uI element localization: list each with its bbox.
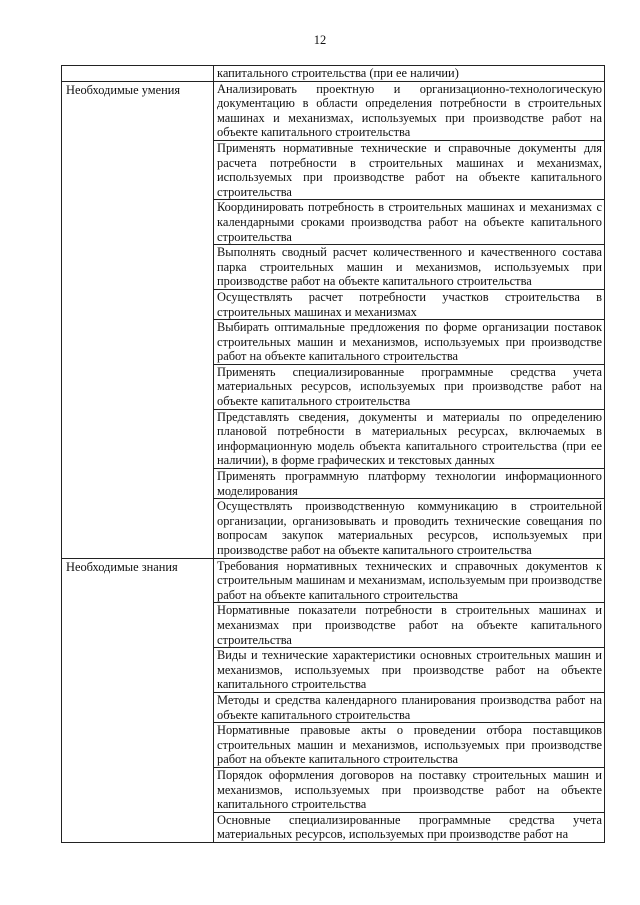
knowledge-item: Основные специализированные программные средства учета материальных ресурсов, используемых при производстве работ на	[214, 812, 605, 842]
skill-item: Применять программную платформу технологии информационного моделирования	[214, 469, 605, 499]
skill-item: Выполнять сводный расчет количественного и качественного состава парка строительных машин и механизмов, используемых при производстве работ на объекте капитального строительства	[214, 245, 605, 290]
empty-label-cell	[62, 66, 214, 82]
skill-item: Представлять сведения, документы и материалы по определению плановой потребности в материальных ресурсах, включаемых в информационную модель объекта капитального строительства (при ее наличии), в форме графических и текстовых данных	[214, 409, 605, 468]
continuation-cell: капитального строительства (при ее наличии)	[214, 66, 605, 82]
knowledge-item: Требования нормативных технических и справочных документов к строительным машинам и механизмам, используемым при производстве работ на объекте капитального строительства	[214, 558, 605, 603]
knowledge-item: Порядок оформления договоров на поставку строительных машин и механизмов, используемых при производстве работ на объекте капитального строительства	[214, 767, 605, 812]
skills-section-label: Необходимые умения	[62, 81, 214, 558]
table-row	[62, 66, 605, 82]
skill-item: Применять специализированные программные средства учета материальных ресурсов, используемых при производстве работ на объекте капитального строительства	[214, 364, 605, 409]
knowledge-item: Виды и технические характеристики основных строительных машин и механизмов, используемых при производстве работ на объекте капитального строительства	[214, 648, 605, 693]
skill-item: Осуществлять производственную коммуникацию в строительной организации, организовывать и проводить технические совещания по вопросам закупок материальных ресурсов, используемых при производстве работ на объекте капитального строительства	[214, 499, 605, 558]
knowledge-item: Методы и средства календарного планирования производства работ на объекте капитального строительства	[214, 692, 605, 722]
skill-item: Анализировать проектную и организационно-технологическую документацию в области определения потребности в строительных машинах и механизмах, используемых при производстве работ на объекте капитального строительства	[214, 81, 605, 140]
skill-item: Осуществлять расчет потребности участков строительства в строительных машинах и механизмах	[214, 289, 605, 319]
skill-item: Применять нормативные технические и справочные документы для расчета потребности в строительных машинах и механизмах, используемых при производстве работ на объекте капитального строительства	[214, 140, 605, 199]
page-number: 12	[313, 33, 327, 47]
knowledge-item: Нормативные показатели потребности в строительных машинах и механизмах при производстве работ на объекте капитального строительства	[214, 603, 605, 648]
skill-item: Координировать потребность в строительных машинах и механизмах с календарными сроками производства работ на объекте капитального строительства	[214, 200, 605, 245]
knowledge-item: Нормативные правовые акты о проведении отбора поставщиков строительных машин и механизмов, используемых при производстве работ на объекте капитального строительства	[214, 723, 605, 768]
table-row	[62, 558, 605, 603]
requirements-table	[61, 65, 605, 843]
table-row	[62, 81, 605, 140]
skill-item: Выбирать оптимальные предложения по форме организации поставок строительных машин и механизмов, используемых при производстве работ на объекте капитального строительства	[214, 320, 605, 365]
knowledge-section-label: Необходимые знания	[62, 558, 214, 842]
